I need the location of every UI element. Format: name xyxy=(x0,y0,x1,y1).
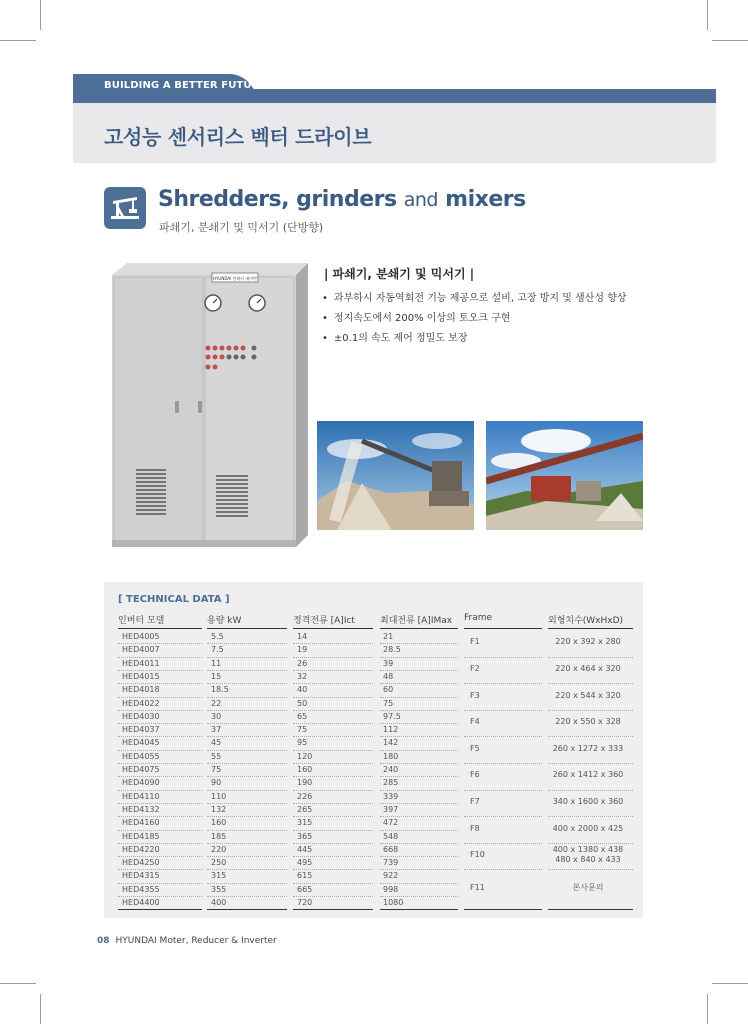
cell-model: HED4315 xyxy=(122,871,160,881)
cell-capacity: 37 xyxy=(211,725,222,735)
col-header-frame: Frame xyxy=(464,613,493,623)
col-header-dimensions: 외형치수(WxHxD) xyxy=(548,616,624,626)
features-list xyxy=(322,292,627,352)
cell-capacity: 185 xyxy=(211,831,227,841)
crop-mark xyxy=(40,994,41,1024)
cell-rated-current: 615 xyxy=(297,871,313,881)
cell-capacity: 55 xyxy=(211,751,222,761)
crop-mark xyxy=(707,994,708,1024)
cell-max-current: 48 xyxy=(383,671,394,681)
dimensions-value: 400 x 1380 x 438 xyxy=(552,845,624,855)
crop-mark xyxy=(40,0,41,30)
cell-model: HED4005 xyxy=(122,632,160,641)
row-divider xyxy=(464,683,542,684)
row-divider xyxy=(548,909,633,910)
cell-model: HED4037 xyxy=(122,725,160,735)
cell-rated-current: 75 xyxy=(297,725,308,735)
section-subtitle: 파쇄기, 분쇄기 및 믹서기 (단방향) xyxy=(159,221,324,234)
section-title-and: and xyxy=(403,189,438,211)
cell-rated-current: 32 xyxy=(297,671,308,681)
cell-rated-current: 226 xyxy=(297,791,313,801)
row-divider xyxy=(548,763,633,764)
cell-capacity: 11 xyxy=(211,658,222,668)
row-divider xyxy=(464,657,542,658)
col-header-rated-current: 정격전류 [A]Ict xyxy=(293,616,355,626)
row-divider xyxy=(548,816,633,817)
cell-max-current: 112 xyxy=(383,725,399,735)
cell-capacity: 110 xyxy=(211,791,227,801)
feature-item: • 정지속도에서 200% 이상의 토오크 구현 xyxy=(322,312,627,332)
cell-dimensions xyxy=(544,744,632,754)
header-rule xyxy=(548,628,633,629)
cell-model: HED4022 xyxy=(122,698,160,708)
cell-capacity: 7.5 xyxy=(211,645,224,655)
cell-model: HED4030 xyxy=(122,711,160,721)
page-title: 고성능 센서리스 벡터 드라이브 xyxy=(104,125,372,149)
cell-max-current: 1080 xyxy=(383,898,404,907)
crop-mark xyxy=(712,40,748,41)
col-header-model: 인버터 모델 xyxy=(118,616,165,626)
cell-max-current: 285 xyxy=(383,778,399,788)
cell-model: HED4185 xyxy=(122,831,160,841)
cell-max-current: 668 xyxy=(383,844,399,854)
cell-max-current: 21 xyxy=(383,632,394,641)
cell-max-current: 28.5 xyxy=(383,645,401,655)
feature-item: • ±0.1의 속도 제어 정밀도 보장 xyxy=(322,332,627,352)
cell-model: HED4055 xyxy=(122,751,160,761)
cell-model: HED4220 xyxy=(122,844,160,854)
cell-model: HED4018 xyxy=(122,685,160,695)
cell-rated-current: 65 xyxy=(297,711,308,721)
dimensions-value: 220 x 544 x 320 xyxy=(555,690,621,700)
cell-max-current: 548 xyxy=(383,831,399,841)
cell-frame: F6 xyxy=(470,770,480,780)
page-number: 08 xyxy=(97,936,110,946)
cell-model: HED4400 xyxy=(122,898,160,907)
cell-rated-current: 120 xyxy=(297,751,313,761)
cell-rated-current: 160 xyxy=(297,765,313,774)
header-rule xyxy=(464,628,542,629)
row-divider xyxy=(464,869,542,870)
cell-max-current: 998 xyxy=(383,884,399,894)
cell-dimensions xyxy=(544,883,632,893)
cell-model: HED4015 xyxy=(122,671,160,681)
technical-data-label: [ TECHNICAL DATA ] xyxy=(118,594,230,605)
cell-dimensions xyxy=(544,797,632,807)
cell-model: HED4355 xyxy=(122,884,160,894)
cell-frame: F3 xyxy=(470,690,480,700)
cell-frame: F4 xyxy=(470,717,480,727)
cell-model: HED4250 xyxy=(122,858,160,868)
cell-rated-current: 665 xyxy=(297,884,313,894)
cell-frame: F10 xyxy=(470,850,485,860)
cell-max-current: 472 xyxy=(383,818,399,828)
dimensions-value: 260 x 1272 x 333 xyxy=(552,743,624,753)
cell-rated-current: 50 xyxy=(297,698,308,708)
control-cabinet-image xyxy=(112,263,312,557)
cell-max-current: 60 xyxy=(383,685,394,695)
cell-max-current: 339 xyxy=(383,791,399,801)
shredder-photo xyxy=(317,421,474,530)
cell-max-current: 240 xyxy=(383,765,399,774)
dimensions-value: 220 x 550 x 328 xyxy=(555,717,621,727)
cell-max-current: 180 xyxy=(383,751,399,761)
row-divider xyxy=(464,843,542,844)
dimensions-value: 400 x 2000 x 425 xyxy=(552,823,624,833)
crop-mark xyxy=(707,0,708,30)
dimensions-value: 220 x 392 x 280 xyxy=(555,637,621,647)
cell-frame: F8 xyxy=(470,823,480,833)
feature-item: • 과부하시 자동역회전 기능 제공으로 설비, 고장 방지 및 생산성 향상 xyxy=(322,292,627,312)
cell-frame: F1 xyxy=(470,637,480,647)
cell-max-current: 922 xyxy=(383,871,399,881)
page-footer xyxy=(97,936,277,946)
cell-model: HED4132 xyxy=(122,804,160,814)
cell-capacity: 75 xyxy=(211,765,222,774)
cell-rated-current: 95 xyxy=(297,738,308,748)
dimensions-value: 220 x 464 x 320 xyxy=(555,663,621,673)
cell-capacity: 22 xyxy=(211,698,222,708)
cell-max-current: 39 xyxy=(383,658,394,668)
crop-mark xyxy=(0,40,36,41)
row-divider xyxy=(293,909,373,910)
cell-rated-current: 445 xyxy=(297,844,313,854)
cell-model: HED4007 xyxy=(122,645,160,655)
cell-max-current: 739 xyxy=(383,858,399,868)
row-divider xyxy=(548,710,633,711)
dimensions-value: 480 x 840 x 433 xyxy=(555,855,621,865)
cell-dimensions xyxy=(544,845,632,865)
cell-capacity: 45 xyxy=(211,738,222,748)
crusher-photo xyxy=(486,421,643,530)
cell-max-current: 75 xyxy=(383,698,394,708)
cell-capacity: 30 xyxy=(211,711,222,721)
row-divider xyxy=(548,657,633,658)
row-divider xyxy=(118,909,202,910)
cell-capacity: 132 xyxy=(211,804,227,814)
row-divider xyxy=(548,683,633,684)
cell-capacity: 15 xyxy=(211,671,222,681)
row-divider xyxy=(464,763,542,764)
cell-capacity: 160 xyxy=(211,818,227,828)
cell-capacity: 315 xyxy=(211,871,227,881)
section-title-part2: mixers xyxy=(445,187,526,212)
cell-model: HED4075 xyxy=(122,765,160,774)
cell-dimensions xyxy=(544,717,632,727)
crane-icon xyxy=(104,187,146,229)
cell-model: HED4110 xyxy=(122,791,160,801)
cell-frame: F2 xyxy=(470,663,480,673)
cell-max-current: 397 xyxy=(383,804,399,814)
cell-dimensions xyxy=(544,691,632,701)
cell-capacity: 220 xyxy=(211,844,227,854)
cell-capacity: 18.5 xyxy=(211,685,229,695)
cell-dimensions xyxy=(544,824,632,834)
cell-rated-current: 265 xyxy=(297,804,313,814)
cell-rated-current: 315 xyxy=(297,818,313,828)
cell-dimensions xyxy=(544,770,632,780)
cell-frame: F7 xyxy=(470,796,480,806)
cell-rated-current: 26 xyxy=(297,658,308,668)
cell-max-current: 142 xyxy=(383,738,399,748)
dimensions-value: 본사문의 xyxy=(572,883,604,893)
crop-mark xyxy=(712,983,748,984)
cell-capacity: 250 xyxy=(211,858,227,868)
cell-rated-current: 19 xyxy=(297,645,308,655)
cell-rated-current: 40 xyxy=(297,685,308,695)
row-divider xyxy=(464,736,542,737)
header-rule xyxy=(293,628,373,629)
row-divider xyxy=(464,790,542,791)
cell-max-current: 97.5 xyxy=(383,711,401,721)
cabinet-nameplate: HYUNDAI 인버터 제어반 xyxy=(212,276,258,281)
section-title-part1: Shredders, grinders xyxy=(158,187,397,212)
header-rule xyxy=(118,628,202,629)
cell-rated-current: 720 xyxy=(297,898,313,907)
header-rule xyxy=(380,628,458,629)
col-header-max-current: 최대전류 [A]IMax xyxy=(380,616,453,626)
col-header-capacity: 용량 kW xyxy=(207,616,242,626)
cell-rated-current: 14 xyxy=(297,632,308,641)
row-divider xyxy=(464,710,542,711)
cell-model: HED4090 xyxy=(122,778,160,788)
cell-capacity: 355 xyxy=(211,884,227,894)
cell-rated-current: 495 xyxy=(297,858,313,868)
cell-frame: F11 xyxy=(470,883,485,893)
crop-mark xyxy=(0,983,36,984)
section-title xyxy=(158,187,526,212)
cell-rated-current: 365 xyxy=(297,831,313,841)
header-rule xyxy=(207,628,287,629)
cell-model: HED4160 xyxy=(122,818,160,828)
cell-model: HED4011 xyxy=(122,658,160,668)
row-divider xyxy=(548,790,633,791)
cell-capacity: 90 xyxy=(211,778,222,788)
row-divider xyxy=(464,909,542,910)
features-title: | 파쇄기, 분쇄기 및 믹서기 | xyxy=(324,267,475,281)
row-divider xyxy=(380,909,458,910)
cell-frame: F5 xyxy=(470,743,480,753)
cell-dimensions xyxy=(544,637,632,647)
row-divider xyxy=(207,909,287,910)
dimensions-value: 340 x 1600 x 360 xyxy=(552,796,624,806)
row-divider xyxy=(548,843,633,844)
row-divider xyxy=(548,869,633,870)
cell-capacity: 5.5 xyxy=(211,632,224,641)
cell-model: HED4045 xyxy=(122,738,160,748)
cell-rated-current: 190 xyxy=(297,778,313,788)
header-tab-text: BUILDING A BETTER FUTURE xyxy=(104,80,267,91)
row-divider xyxy=(464,816,542,817)
dimensions-value: 260 x 1412 x 360 xyxy=(552,770,624,780)
cell-capacity: 400 xyxy=(211,898,227,907)
row-divider xyxy=(548,736,633,737)
footer-text: HYUNDAI Moter, Reducer & Inverter xyxy=(115,936,277,946)
cell-dimensions xyxy=(544,664,632,674)
